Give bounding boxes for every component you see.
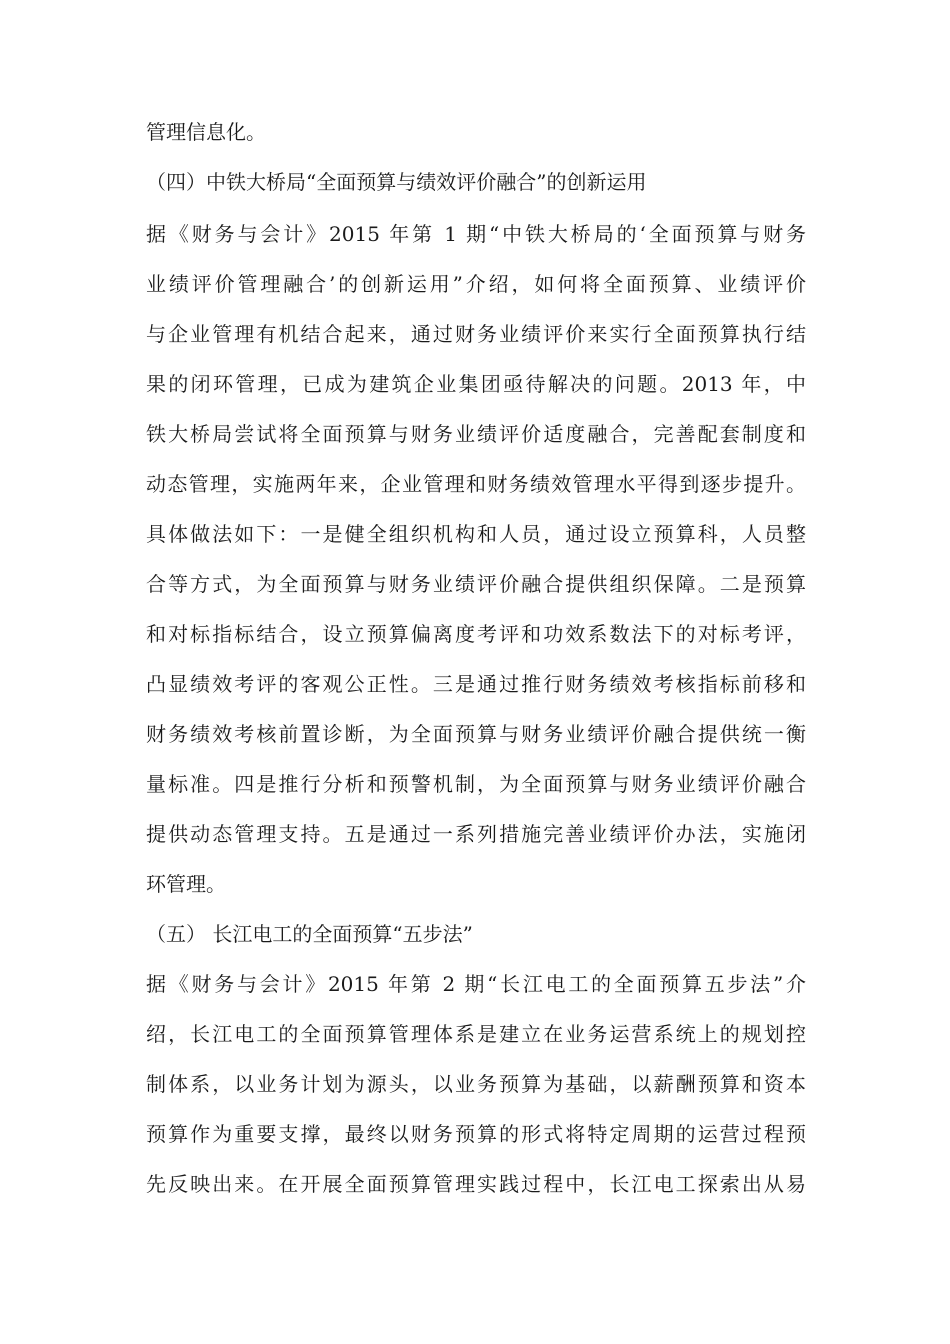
- section-heading: （四）中铁大桥局“全面预算与绩效评价融合”的创新运用: [146, 170, 647, 194]
- section-heading: （五） 长江电工的全面预算“五步法”: [146, 922, 473, 946]
- text-line: 制体系，以业务计划为源头，以业务预算为基础，以薪酬预算和资本: [146, 1072, 806, 1096]
- text-line: 与企业管理有机结合起来，通过财务业绩评价来实行全面预算执行结: [146, 322, 806, 346]
- text-line: 和对标指标结合，设立预算偏离度考评和功效系数法下的对标考评，: [146, 622, 806, 646]
- text-line: 据《财务与会计》2015 年第 2 期“长江电工的全面预算五步法”介: [146, 972, 806, 996]
- text-line: 业绩评价管理融合’的创新运用”介绍，如何将全面预算、业绩评价: [146, 272, 806, 296]
- text-line: 具体做法如下：一是健全组织机构和人员，通过设立预算科，人员整: [146, 522, 806, 546]
- text-line: 动态管理，实施两年来，企业管理和财务绩效管理水平得到逐步提升。: [146, 472, 806, 496]
- text-line: 先反映出来。在开展全面预算管理实践过程中，长江电工探索出从易: [146, 1172, 806, 1196]
- text-line: 果的闭环管理，已成为建筑企业集团亟待解决的问题。2013 年，中: [146, 372, 806, 396]
- text-line: 据《财务与会计》2015 年第 1 期“中铁大桥局的‘全面预算与财务: [146, 222, 806, 246]
- text-line: 环管理。: [146, 872, 226, 896]
- text-line: 凸显绩效考评的客观公正性。三是通过推行财务绩效考核指标前移和: [146, 672, 806, 696]
- text-line: 绍，长江电工的全面预算管理体系是建立在业务运营系统上的规划控: [146, 1022, 806, 1046]
- text-line: 提供动态管理支持。五是通过一系列措施完善业绩评价办法，实施闭: [146, 822, 806, 846]
- text-line: 预算作为重要支撑，最终以财务预算的形式将特定周期的运营过程预: [146, 1122, 806, 1146]
- text-line: 合等方式，为全面预算与财务业绩评价融合提供组织保障。二是预算: [146, 572, 806, 596]
- text-line: 铁大桥局尝试将全面预算与财务业绩评价适度融合，完善配套制度和: [146, 422, 806, 446]
- text-line: 财务绩效考核前置诊断，为全面预算与财务业绩评价融合提供统一衡: [146, 722, 806, 746]
- text-line: 管理信息化。: [146, 120, 266, 144]
- text-line: 量标准。四是推行分析和预警机制，为全面预算与财务业绩评价融合: [146, 772, 806, 796]
